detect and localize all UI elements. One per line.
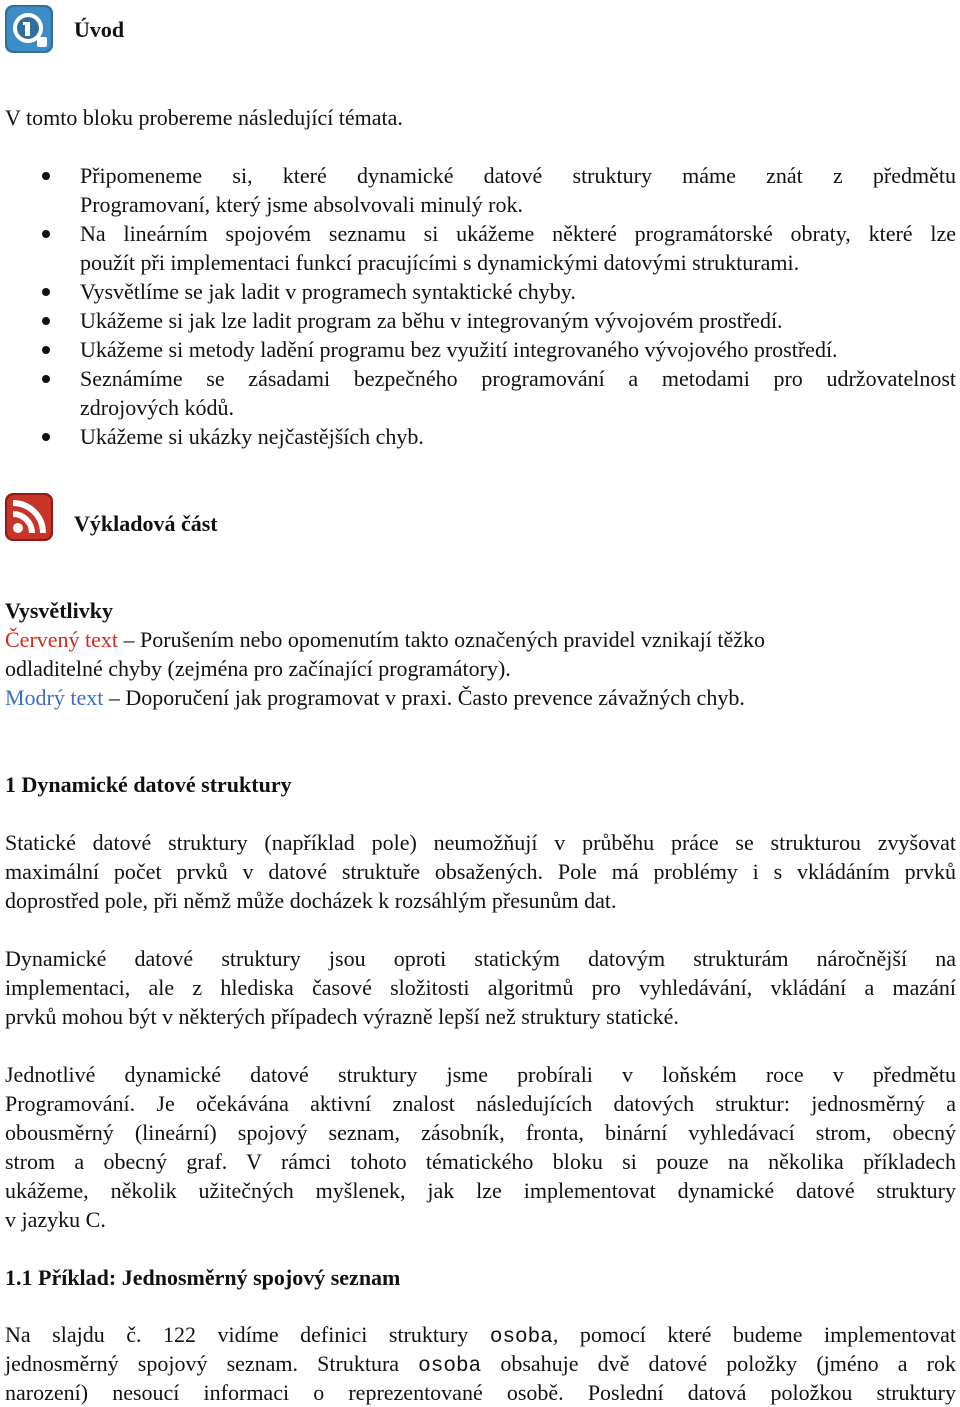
red-text-desc: – Porušením nebo opomenutím takto označených pravidel vznikají těžko	[118, 627, 766, 652]
section-1-1-title: 1.1 Příklad: Jednosměrný spojový seznam	[5, 1265, 401, 1290]
list-bullet	[42, 433, 50, 441]
text-run: , pomocí které budeme implementovat	[552, 1322, 956, 1347]
legend-blue-line	[5, 683, 745, 712]
list-bullet	[42, 375, 50, 383]
text-run: Na slajdu č. 122 vidíme definici struktury	[5, 1322, 490, 1347]
list-bullet	[42, 230, 50, 238]
paragraph-line	[5, 1320, 956, 1352]
paragraph-line: prvků mohou být v některých případech výrazně lepší než struktury statické.	[5, 1004, 679, 1029]
list-item: Seznámíme se zásadami bezpečného programování a metodami pro udržovatelnost	[80, 366, 956, 391]
paragraph-line: obousměrný (lineární) spojový seznam, zásobník, fronta, binární vyhledávací strom, obecný	[5, 1120, 956, 1145]
paragraph-line: Statické datové struktury (například pole) neumožňují v průběhu práce se strukturou zvyšovat	[5, 830, 956, 855]
section-1-title: 1 Dynamické datové struktury	[5, 772, 292, 797]
list-bullet	[42, 172, 50, 180]
intro-title: Úvod	[74, 17, 125, 42]
paragraph-line: implementaci, ale z hlediska časové složitosti algoritmů pro vyhledávání, vkládání a mazání	[5, 975, 956, 1000]
paragraph-line: Dynamické datové struktury jsou oproti statickým datovým strukturám náročnější na	[5, 946, 956, 971]
list-item: Vysvětlíme se jak ladit v programech syntaktické chyby.	[80, 279, 576, 304]
list-item: Ukážeme si ukázky nejčastějších chyb.	[80, 424, 424, 449]
rss-feed-icon	[4, 492, 54, 542]
paragraph-line: narození) nesoucí informaci o reprezentované osobě. Poslední datová položkou struktury	[5, 1380, 956, 1405]
list-bullet	[42, 346, 50, 354]
blue-text-label: Modrý text	[5, 685, 104, 710]
list-bullet	[42, 317, 50, 325]
legend-red-line	[5, 625, 765, 654]
legend-red-line-2: odladitelné chyby (zejména pro začínající programátory).	[5, 656, 511, 681]
code-struct-name: osoba	[418, 1355, 482, 1378]
intro-lead: V tomto bloku probereme následující témata.	[5, 105, 403, 130]
list-item: Připomeneme si, které dynamické datové struktury máme znát z předmětu	[80, 163, 956, 188]
list-item-cont: zdrojových kódů.	[80, 395, 234, 420]
blue-text-desc: – Doporučení jak programovat v praxi. Často prevence závažných chyb.	[103, 685, 745, 710]
paragraph-line: doprostřed pole, při němž může docházek k rozsáhlým přesunům dat.	[5, 888, 617, 913]
explain-title: Výkladová část	[74, 511, 218, 536]
text-run: obsahuje dvě datové položky (jméno a rok	[481, 1351, 956, 1376]
list-item: Ukážeme si jak lze ladit program za běhu v integrovaným vývojovém prostředí.	[80, 308, 783, 333]
legend-title: Vysvětlivky	[5, 598, 113, 623]
paragraph-line: ukážeme, několik užitečných myšlenek, jak lze implementovat dynamické datové struktury	[5, 1178, 956, 1203]
list-item-cont: použít při implementaci funkcí pracujícími s dynamickými datovými strukturami.	[80, 250, 800, 275]
list-item-cont: Programovaní, který jsme absolvovali minulý rok.	[80, 192, 523, 217]
list-item: Ukážeme si metody ladění programu bez využití integrovaného vývojového prostředí.	[80, 337, 838, 362]
info-icon	[4, 4, 54, 54]
text-run: jednosměrný spojový seznam. Struktura	[5, 1351, 419, 1376]
code-struct-name: osoba	[489, 1326, 553, 1349]
paragraph-line: Jednotlivé dynamické datové struktury jsme probírali v loňském roce v předmětu	[5, 1062, 956, 1087]
paragraph-line: v jazyku C.	[5, 1207, 106, 1232]
paragraph-line: maximální počet prvků v datové struktuře obsažených. Pole má problémy i s vkládáním prvků	[5, 859, 956, 884]
paragraph-line	[5, 1349, 956, 1381]
list-item: Na lineárním spojovém seznamu si ukážeme některé programátorské obraty, které lze	[80, 221, 956, 246]
paragraph-line: strom a obecný graf. V rámci tohoto tématického bloku si pouze na několika příkladech	[5, 1149, 956, 1174]
red-text-label: Červený text	[5, 627, 119, 652]
list-bullet	[42, 288, 50, 296]
paragraph-line: Programování. Je očekávána aktivní znalost následujících datových struktur: jednosměrný a	[5, 1091, 956, 1116]
